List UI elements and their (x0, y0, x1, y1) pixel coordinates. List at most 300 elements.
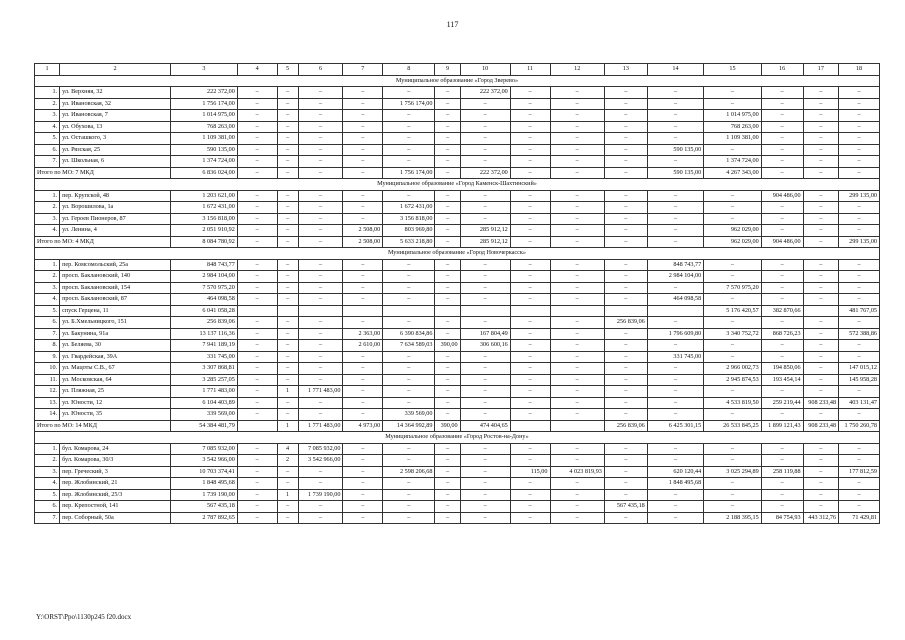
value-cell: – (761, 156, 803, 168)
value-cell: – (237, 110, 277, 122)
table-row (35, 455, 880, 467)
value-cell: 222 372,00 (170, 87, 237, 99)
value-cell: – (277, 133, 298, 145)
value-cell: 1 109 381,00 (704, 133, 762, 145)
value-cell: – (237, 478, 277, 490)
value-cell: 3 025 294,89 (704, 466, 762, 478)
value-cell: 4 (277, 443, 298, 455)
value-cell: – (435, 478, 460, 490)
value-cell: 256 839,06 (170, 317, 237, 329)
value-cell: – (647, 317, 703, 329)
value-cell: – (550, 190, 604, 202)
value-cell: 1 203 621,00 (170, 190, 237, 202)
column-number: 3 (170, 64, 237, 76)
value-cell: – (460, 202, 510, 214)
value-cell: – (343, 202, 383, 214)
value-cell: 256 839,06 (604, 420, 647, 432)
value-cell: – (435, 213, 460, 225)
value-cell: – (803, 213, 839, 225)
table-row (35, 121, 880, 133)
value-cell: – (277, 87, 298, 99)
value-cell: 908 233,48 (803, 397, 839, 409)
value-cell: – (435, 271, 460, 283)
value-cell: – (647, 397, 703, 409)
value-cell: 14 364 992,89 (383, 420, 435, 432)
value-cell: – (383, 397, 435, 409)
value-cell: – (803, 156, 839, 168)
value-cell: 2 508,00 (343, 236, 383, 248)
value-cell: 768 263,00 (704, 121, 762, 133)
value-cell: – (704, 489, 762, 501)
footer-file-path: Y:\ORST\Ppo\1130p245 f20.docx (36, 613, 132, 621)
row-number: 9. (35, 351, 60, 363)
value-cell: – (343, 282, 383, 294)
value-cell: 1 750 260,78 (839, 420, 880, 432)
value-cell: – (761, 144, 803, 156)
value-cell: – (604, 98, 647, 110)
value-cell: – (803, 167, 839, 179)
value-cell: 2 787 892,65 (170, 512, 237, 524)
value-cell: 382 870,66 (761, 305, 803, 317)
row-number: 4. (35, 478, 60, 490)
value-cell: – (761, 167, 803, 179)
value-cell: – (704, 317, 762, 329)
address-cell: ул. Гвардейская, 39А (60, 351, 171, 363)
address-cell: ул. Юности, 12 (60, 397, 171, 409)
value-cell: – (435, 259, 460, 271)
address-cell: пер. Жлобинский, 25/3 (60, 489, 171, 501)
value-cell: – (460, 190, 510, 202)
value-cell: – (277, 156, 298, 168)
value-cell: – (277, 144, 298, 156)
value-cell: – (460, 156, 510, 168)
value-cell: – (460, 409, 510, 421)
address-cell: ул. Ивановская, 7 (60, 110, 171, 122)
value-cell: – (604, 328, 647, 340)
value-cell: – (435, 133, 460, 145)
value-cell: 474 404,65 (460, 420, 510, 432)
row-number: 5. (35, 133, 60, 145)
value-cell: – (839, 282, 880, 294)
value-cell: – (343, 409, 383, 421)
value-cell: – (839, 156, 880, 168)
value-cell: – (237, 374, 277, 386)
value-cell: 1 374 724,00 (170, 156, 237, 168)
value-cell: – (604, 190, 647, 202)
value-cell: – (803, 328, 839, 340)
value-cell (435, 305, 460, 317)
value-cell: – (510, 202, 550, 214)
value-cell: – (237, 386, 277, 398)
column-number: 5 (277, 64, 298, 76)
value-cell: – (510, 87, 550, 99)
value-cell: – (435, 282, 460, 294)
page-number: 117 (446, 20, 459, 29)
value-cell: – (343, 294, 383, 306)
value-cell: – (277, 259, 298, 271)
value-cell: 1 (277, 386, 298, 398)
value-cell: – (839, 110, 880, 122)
value-cell: – (803, 340, 839, 352)
value-cell: 1 771 483,00 (170, 386, 237, 398)
value-cell: – (277, 167, 298, 179)
value-cell: 1 014 975,00 (170, 110, 237, 122)
value-cell: – (237, 489, 277, 501)
value-cell: – (383, 512, 435, 524)
value-cell: – (298, 98, 343, 110)
value-cell: – (704, 501, 762, 513)
value-cell: – (510, 512, 550, 524)
value-cell: 10 703 374,41 (170, 466, 237, 478)
value-cell: – (803, 501, 839, 513)
value-cell: – (237, 351, 277, 363)
value-cell: 1 (277, 489, 298, 501)
value-cell: – (761, 478, 803, 490)
row-number: 13. (35, 397, 60, 409)
value-cell: – (343, 455, 383, 467)
value-cell: 54 384 481,79 (170, 420, 237, 432)
value-cell: – (435, 351, 460, 363)
address-cell: ул. Юности, 35 (60, 409, 171, 421)
value-cell: – (704, 213, 762, 225)
value-cell: 1 672 431,00 (170, 202, 237, 214)
value-cell: – (839, 443, 880, 455)
value-cell: – (277, 271, 298, 283)
value-cell (383, 305, 435, 317)
address-cell: ул. Пляжная, 25 (60, 386, 171, 398)
row-number: 14. (35, 409, 60, 421)
value-cell: – (460, 294, 510, 306)
row-number: 10. (35, 363, 60, 375)
value-cell: – (435, 167, 460, 179)
value-cell: 904 486,00 (761, 190, 803, 202)
value-cell: – (298, 213, 343, 225)
value-cell (550, 420, 604, 432)
value-cell: – (343, 466, 383, 478)
value-cell: – (298, 144, 343, 156)
value-cell: 71 429,81 (839, 512, 880, 524)
value-cell: – (460, 144, 510, 156)
value-cell: – (277, 328, 298, 340)
row-number: 11. (35, 374, 60, 386)
value-cell: – (550, 98, 604, 110)
value-cell: – (510, 294, 550, 306)
value-cell: – (510, 121, 550, 133)
value-cell: – (550, 87, 604, 99)
address-cell: ул. Верхняя, 32 (60, 87, 171, 99)
value-cell: – (761, 443, 803, 455)
value-cell: – (383, 478, 435, 490)
value-cell: – (298, 478, 343, 490)
value-cell: – (803, 133, 839, 145)
value-cell: – (704, 455, 762, 467)
value-cell: – (704, 386, 762, 398)
value-cell: – (298, 133, 343, 145)
value-cell: – (343, 110, 383, 122)
table-row (35, 374, 880, 386)
table-row (35, 478, 880, 490)
value-cell: 1 014 975,00 (704, 110, 762, 122)
value-cell: 258 119,88 (761, 466, 803, 478)
value-cell: 3 542 966,00 (170, 455, 237, 467)
value-cell: 5 633 218,80 (383, 236, 435, 248)
value-cell: – (604, 236, 647, 248)
value-cell: – (604, 466, 647, 478)
value-cell: – (839, 133, 880, 145)
value-cell: – (383, 443, 435, 455)
value-cell: – (277, 317, 298, 329)
value-cell: – (298, 87, 343, 99)
value-cell: – (298, 317, 343, 329)
row-number: 3. (35, 213, 60, 225)
value-cell: – (647, 190, 703, 202)
value-cell: – (298, 294, 343, 306)
value-cell: 1 771 483,00 (298, 420, 343, 432)
value-cell (343, 305, 383, 317)
value-cell: – (343, 121, 383, 133)
value-cell: – (237, 340, 277, 352)
column-number-row (35, 64, 880, 76)
value-cell: – (460, 443, 510, 455)
value-cell: – (435, 190, 460, 202)
value-cell: – (839, 478, 880, 490)
row-number: 1. (35, 87, 60, 99)
value-cell: – (343, 259, 383, 271)
value-cell: 1 739 190,00 (170, 489, 237, 501)
value-cell: – (704, 190, 762, 202)
table-row (35, 282, 880, 294)
value-cell: – (277, 351, 298, 363)
total-row (35, 167, 880, 179)
value-cell: – (604, 87, 647, 99)
value-cell: – (510, 363, 550, 375)
value-cell: – (647, 443, 703, 455)
value-cell: – (803, 110, 839, 122)
row-number: 5. (35, 305, 60, 317)
row-number: 6. (35, 144, 60, 156)
value-cell: 1 771 483,00 (298, 386, 343, 398)
value-cell: – (550, 512, 604, 524)
table-row (35, 443, 880, 455)
address-cell: ул. Рязская, 25 (60, 144, 171, 156)
value-cell: – (237, 121, 277, 133)
value-cell: – (604, 489, 647, 501)
value-cell: – (460, 363, 510, 375)
value-cell: 1 672 431,00 (383, 202, 435, 214)
column-number: 12 (550, 64, 604, 76)
value-cell: 3 285 257,05 (170, 374, 237, 386)
value-cell: – (647, 133, 703, 145)
value-cell: 115,00 (510, 466, 550, 478)
value-cell: – (343, 443, 383, 455)
value-cell: – (550, 478, 604, 490)
value-cell: – (510, 110, 550, 122)
value-cell: – (704, 409, 762, 421)
value-cell: – (237, 363, 277, 375)
value-cell: 2 363,00 (343, 328, 383, 340)
value-cell: – (704, 144, 762, 156)
value-cell: – (460, 455, 510, 467)
value-cell: – (298, 328, 343, 340)
value-cell: – (298, 190, 343, 202)
value-cell: – (298, 110, 343, 122)
value-cell: – (761, 294, 803, 306)
value-cell: 6 104 403,89 (170, 397, 237, 409)
value-cell: – (237, 225, 277, 237)
value-cell: 193 454,14 (761, 374, 803, 386)
value-cell: – (460, 213, 510, 225)
value-cell: – (298, 121, 343, 133)
value-cell: – (237, 282, 277, 294)
value-cell: – (343, 478, 383, 490)
value-cell: – (237, 512, 277, 524)
value-cell: – (550, 397, 604, 409)
value-cell: – (803, 225, 839, 237)
value-cell: – (460, 386, 510, 398)
value-cell: – (803, 144, 839, 156)
section-header-row (35, 248, 880, 260)
value-cell: – (237, 87, 277, 99)
value-cell (460, 305, 510, 317)
row-number: 7. (35, 328, 60, 340)
value-cell: – (550, 443, 604, 455)
data-table (34, 63, 880, 524)
value-cell: – (839, 489, 880, 501)
value-cell: – (383, 110, 435, 122)
value-cell: – (435, 489, 460, 501)
address-cell: просп. Баклановский, 87 (60, 294, 171, 306)
address-cell: пер. Соборный, 50а (60, 512, 171, 524)
value-cell: 7 941 189,19 (170, 340, 237, 352)
value-cell: – (550, 225, 604, 237)
value-cell: – (704, 271, 762, 283)
value-cell: – (550, 259, 604, 271)
value-cell: 6 836 024,00 (170, 167, 237, 179)
value-cell: – (647, 98, 703, 110)
value-cell: – (435, 144, 460, 156)
value-cell: – (604, 443, 647, 455)
value-cell: – (550, 409, 604, 421)
value-cell: – (647, 455, 703, 467)
value-cell: – (343, 98, 383, 110)
value-cell: – (343, 167, 383, 179)
value-cell: – (761, 213, 803, 225)
value-cell: – (839, 455, 880, 467)
address-cell: просп. Баклановский, 140 (60, 271, 171, 283)
address-cell: ул. Ворошилова, 1а (60, 202, 171, 214)
value-cell: – (604, 110, 647, 122)
address-cell: ул. Осташкого, 3 (60, 133, 171, 145)
value-cell: – (460, 271, 510, 283)
value-cell: – (277, 121, 298, 133)
value-cell: – (761, 340, 803, 352)
value-cell: – (510, 236, 550, 248)
value-cell: – (237, 213, 277, 225)
value-cell: 908 233,48 (803, 420, 839, 432)
value-cell: – (383, 121, 435, 133)
value-cell: 464 098,58 (170, 294, 237, 306)
value-cell (237, 420, 277, 432)
value-cell: – (839, 225, 880, 237)
column-number: 6 (298, 64, 343, 76)
value-cell: – (604, 121, 647, 133)
value-cell (510, 305, 550, 317)
address-cell: пер. Жлобинский, 21 (60, 478, 171, 490)
value-cell: – (839, 202, 880, 214)
value-cell: 299 135,00 (839, 190, 880, 202)
value-cell: – (647, 213, 703, 225)
row-number: 2. (35, 271, 60, 283)
section-header-row (35, 75, 880, 87)
value-cell: 620 120,44 (647, 466, 703, 478)
value-cell: – (298, 259, 343, 271)
value-cell: – (510, 213, 550, 225)
value-cell: 6 425 301,15 (647, 420, 703, 432)
value-cell: – (604, 374, 647, 386)
column-number: 1 (35, 64, 60, 76)
value-cell: – (298, 236, 343, 248)
value-cell: 2 610,00 (343, 340, 383, 352)
value-cell: – (839, 340, 880, 352)
row-number: 7. (35, 512, 60, 524)
value-cell: 6 390 834,86 (383, 328, 435, 340)
value-cell: – (550, 363, 604, 375)
table-row (35, 466, 880, 478)
value-cell: – (343, 156, 383, 168)
column-number: 9 (435, 64, 460, 76)
value-cell: 7 085 932,00 (170, 443, 237, 455)
value-cell: – (550, 271, 604, 283)
row-number: 2. (35, 202, 60, 214)
value-cell: – (343, 512, 383, 524)
value-cell: 1 899 121,43 (761, 420, 803, 432)
value-cell: – (383, 133, 435, 145)
value-cell: – (510, 259, 550, 271)
address-cell: ул. Ленина, 4 (60, 225, 171, 237)
value-cell: – (237, 202, 277, 214)
value-cell: – (510, 374, 550, 386)
table-row (35, 340, 880, 352)
value-cell: 390,00 (435, 340, 460, 352)
value-cell: 962 029,00 (704, 225, 762, 237)
row-number: 7. (35, 156, 60, 168)
value-cell: – (277, 225, 298, 237)
value-cell: – (704, 87, 762, 99)
row-number: 3. (35, 110, 60, 122)
value-cell: 1 848 495,68 (170, 478, 237, 490)
value-cell: – (460, 98, 510, 110)
table-row (35, 397, 880, 409)
value-cell: – (550, 455, 604, 467)
table-row (35, 351, 880, 363)
value-cell: – (435, 363, 460, 375)
table-row (35, 225, 880, 237)
value-cell: 2 598 206,68 (383, 466, 435, 478)
table-row (35, 133, 880, 145)
value-cell: – (383, 489, 435, 501)
value-cell: 904 486,00 (761, 236, 803, 248)
table-body (35, 64, 880, 524)
value-cell: – (460, 466, 510, 478)
value-cell: – (510, 282, 550, 294)
table-row (35, 294, 880, 306)
value-cell: – (460, 317, 510, 329)
value-cell: 1 756 174,00 (170, 98, 237, 110)
value-cell: – (237, 397, 277, 409)
value-cell: – (550, 328, 604, 340)
value-cell: – (237, 133, 277, 145)
value-cell: – (343, 397, 383, 409)
